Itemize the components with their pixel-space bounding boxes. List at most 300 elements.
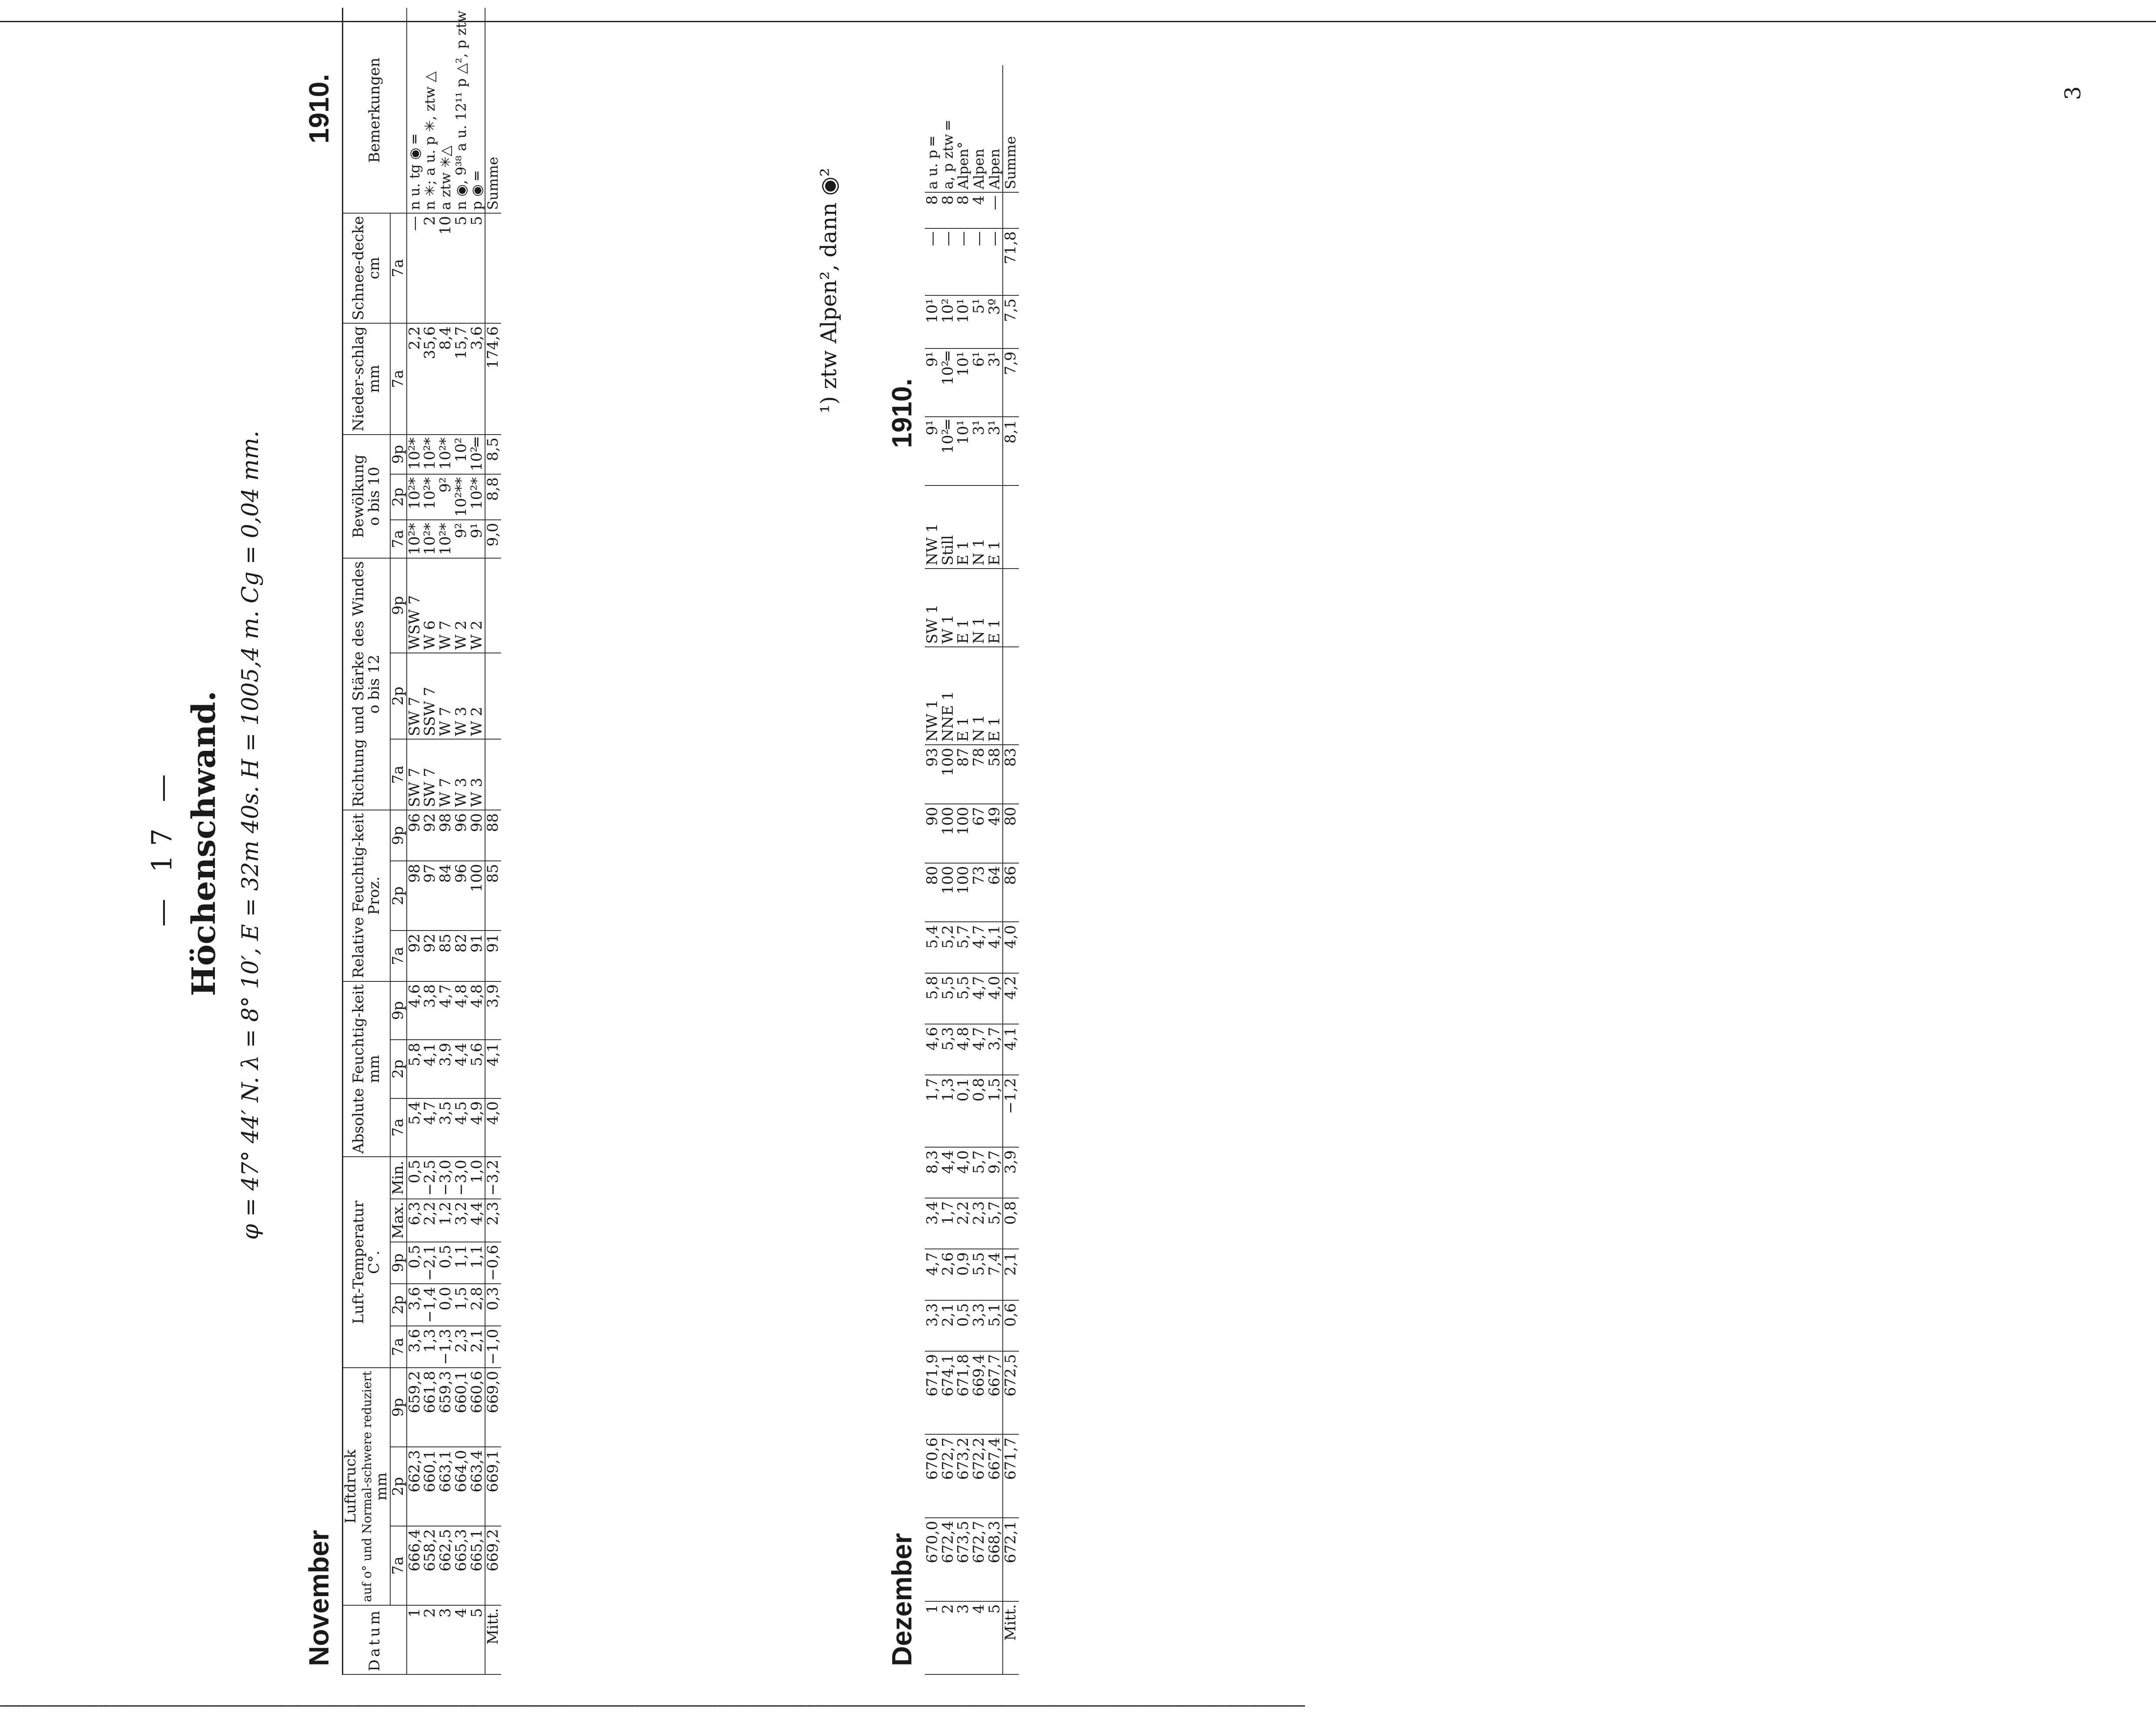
table-cell: 659,3 <box>438 1368 454 1447</box>
table-cell: 673,2 <box>956 1434 971 1518</box>
table-cell: 8 <box>941 192 956 228</box>
table-cell: 1,1 <box>469 1242 485 1284</box>
col-schneedecke: Schnee-decke cm <box>343 213 391 324</box>
col-datum: Datum <box>343 1605 407 1674</box>
table-cell: 664,0 <box>454 1447 469 1526</box>
sub-7a: 7a <box>390 323 407 435</box>
table-cell: 670,6 <box>925 1434 941 1518</box>
table-cell: 0,5 <box>407 1242 423 1284</box>
table-cell: 4 <box>454 1605 469 1674</box>
table-cell: 5,7 <box>971 1147 987 1198</box>
table-cell: 2 <box>422 1605 438 1674</box>
table-cell: 10² <box>941 295 956 348</box>
mean-cell <box>1003 485 1019 569</box>
table-cell: 660,1 <box>422 1447 438 1526</box>
table-cell: 98 <box>438 810 454 861</box>
table-cell: 666,4 <box>407 1526 423 1605</box>
mean-cell: 7,5 <box>1003 295 1019 348</box>
table-cell: 10²═ <box>469 435 485 474</box>
table-cell: 4 <box>971 192 987 228</box>
table-cell: 1,0 <box>469 1157 485 1199</box>
table-row <box>925 65 941 1674</box>
table-row <box>956 65 971 1674</box>
table-cell: E 1 <box>956 569 971 647</box>
table-cell: 4,4 <box>454 1040 469 1098</box>
table-cell: 8,3 <box>925 1147 941 1198</box>
table-cell: 5,5 <box>941 973 956 1024</box>
table-cell: n ◉, 9³⁸ a u. 12¹¹ p △², p ztw <box>454 8 469 213</box>
table-cell: 10²* <box>407 520 423 558</box>
mean-cell <box>485 739 501 810</box>
mean-cell: 8,1 <box>1003 417 1019 485</box>
table-cell: 4,7 <box>971 973 987 1024</box>
table-cell: N 1 <box>971 569 987 647</box>
table-cell: E 1 <box>956 485 971 569</box>
table-cell: SW 7 <box>422 739 438 810</box>
table-cell: −1,3 <box>438 1326 454 1368</box>
sub-2p: 2p <box>390 1447 407 1526</box>
mean-cell: 669,0 <box>485 1368 501 1447</box>
november-rows <box>407 8 501 1674</box>
dezember-rows <box>925 65 1019 1674</box>
table-cell: 100 <box>941 804 956 863</box>
table-cell: 5 <box>454 213 469 324</box>
table-cell: 5,6 <box>469 1040 485 1098</box>
table-cell: 5 <box>469 1605 485 1674</box>
table-cell: 96 <box>407 810 423 861</box>
table-cell: 9¹ <box>925 417 941 485</box>
table-cell: 1,7 <box>941 1198 956 1249</box>
table-cell: 660,6 <box>469 1368 485 1447</box>
sub-9p: 9p <box>390 558 407 653</box>
table-cell: 15,7 <box>454 323 469 435</box>
table-cell: 64 <box>987 863 1003 922</box>
table-cell: 5¹ <box>971 295 987 348</box>
table-cell: SW 7 <box>407 739 423 810</box>
table-cell: 10²* <box>422 435 438 474</box>
table-cell: 665,3 <box>454 1526 469 1605</box>
table-cell: 1,1 <box>454 1242 469 1284</box>
table-cell: 1,3 <box>422 1326 438 1368</box>
table-cell: 73 <box>971 863 987 922</box>
table-cell: 3º <box>987 295 1003 348</box>
table-cell: 6¹ <box>971 348 987 417</box>
table-cell: 4,9 <box>469 1098 485 1157</box>
table-cell: 98 <box>407 861 423 931</box>
table-cell: 3,8 <box>422 981 438 1040</box>
table-cell: 91 <box>469 931 485 981</box>
table-cell: 96 <box>454 861 469 931</box>
table-cell: −2,5 <box>422 1157 438 1199</box>
mean-cell: 4,2 <box>1003 973 1019 1024</box>
mean-cell: 3,9 <box>1003 1147 1019 1198</box>
table-cell: 10¹ <box>956 417 971 485</box>
table-cell: −1,4 <box>422 1284 438 1326</box>
table-cell: NW 1 <box>925 485 941 569</box>
table-cell: W 2 <box>454 558 469 653</box>
sub-max: Max. <box>390 1199 407 1242</box>
folio-number: 3 <box>2060 86 2086 100</box>
table-row <box>469 8 485 1674</box>
mean-cell: 671,7 <box>1003 1434 1019 1518</box>
table-cell: 10²* <box>407 435 423 474</box>
table-cell: 5,8 <box>925 973 941 1024</box>
table-cell: −3,0 <box>454 1157 469 1199</box>
mean-cell: 174,6 <box>485 323 501 435</box>
table-cell: 10² <box>454 435 469 474</box>
table-cell: E 1 <box>987 647 1003 745</box>
table-cell: 82 <box>454 931 469 981</box>
table-cell: — <box>941 228 956 295</box>
table-cell: 5 <box>469 213 485 324</box>
table-cell: SSW 7 <box>422 653 438 740</box>
table-cell: W 6 <box>422 558 438 653</box>
table-cell: 658,2 <box>422 1526 438 1605</box>
mean-row <box>1003 65 1019 1674</box>
table-cell: W 3 <box>454 653 469 740</box>
table-cell: 4,1 <box>422 1040 438 1098</box>
station-title: Höchenschwand. <box>185 690 223 996</box>
year-dezember: 1910. <box>886 378 917 448</box>
mean-cell: −0,6 <box>485 1242 501 1284</box>
table-cell: 4,7 <box>971 922 987 973</box>
month-dezember: Dezember <box>886 1533 917 1666</box>
table-cell: 1 <box>925 1601 941 1674</box>
table-cell: 2,1 <box>941 1300 956 1351</box>
table-cell: 93 <box>925 745 941 804</box>
table-cell: a, p ztw ═ <box>941 65 956 192</box>
table-cell: 67 <box>971 804 987 863</box>
mean-cell: 2,1 <box>1003 1249 1019 1300</box>
table-cell: 5,5 <box>971 1249 987 1300</box>
table-cell: 3¹ <box>971 417 987 485</box>
table-cell: 2,2 <box>422 1199 438 1242</box>
table-cell: 10²═ <box>941 348 956 417</box>
table-cell: 663,4 <box>469 1447 485 1526</box>
mean-cell: 2,3 <box>485 1199 501 1242</box>
table-cell: 4,5 <box>454 1098 469 1157</box>
sub-2p: 2p <box>390 653 407 740</box>
table-cell: −2,1 <box>422 1242 438 1284</box>
table-cell: 85 <box>438 931 454 981</box>
table-cell: 5,4 <box>407 1098 423 1157</box>
table-cell: 660,1 <box>454 1368 469 1447</box>
table-cell: n ✳; a u. p ✳, ztw △ <box>422 8 438 213</box>
table-cell: 2,6 <box>941 1249 956 1300</box>
table-cell: — <box>987 228 1003 295</box>
table-cell: 92 <box>422 931 438 981</box>
table-cell: 10 <box>438 213 454 324</box>
sub-7a: 7a <box>390 1326 407 1368</box>
table-cell: E 1 <box>987 569 1003 647</box>
sub-7a: 7a <box>390 520 407 558</box>
table-cell: 10¹ <box>956 295 971 348</box>
table-cell: Alpen <box>971 65 987 192</box>
sub-7a: 7a <box>390 213 407 324</box>
table-cell: 667,7 <box>987 1351 1003 1435</box>
sub-7a: 7a <box>390 739 407 810</box>
table-cell: 9¹ <box>469 520 485 558</box>
mean-cell: 669,1 <box>485 1447 501 1526</box>
table-cell: 3,7 <box>987 1024 1003 1075</box>
table-cell: 100 <box>941 745 956 804</box>
table-cell: 97 <box>422 861 438 931</box>
mean-cell: 91 <box>485 931 501 981</box>
mean-cell: −1,0 <box>485 1326 501 1368</box>
table-cell: 90 <box>925 804 941 863</box>
mean-cell: Summe <box>1003 65 1019 192</box>
table-cell: 58 <box>987 745 1003 804</box>
table-cell: 5,5 <box>956 973 971 1024</box>
table-cell: Alpen° <box>956 65 971 192</box>
mean-cell: 0,3 <box>485 1284 501 1326</box>
mean-cell: 83 <box>1003 745 1019 804</box>
table-cell: 5,1 <box>987 1300 1003 1351</box>
table-cell: 672,2 <box>971 1434 987 1518</box>
table-cell: 100 <box>941 863 956 922</box>
mean-cell: 8,8 <box>485 474 501 520</box>
mean-cell: 0,6 <box>1003 1300 1019 1351</box>
table-cell: 0,0 <box>438 1284 454 1326</box>
table-cell: 100 <box>469 861 485 931</box>
mean-cell: 88 <box>485 810 501 861</box>
table-cell: 1,5 <box>454 1284 469 1326</box>
table-cell: 4 <box>971 1601 987 1674</box>
mean-cell: 672,5 <box>1003 1351 1019 1435</box>
table-cell: 4,8 <box>469 981 485 1040</box>
table-cell: 3,6 <box>469 323 485 435</box>
table-cell: 4,0 <box>987 973 1003 1024</box>
table-cell: N 1 <box>971 485 987 569</box>
table-cell: — <box>987 192 1003 228</box>
table-cell: 2 <box>941 1601 956 1674</box>
table-cell: 100 <box>956 863 971 922</box>
table-row <box>438 8 454 1674</box>
mean-cell: Mitt. <box>1003 1601 1019 1674</box>
table-cell: W 7 <box>438 739 454 810</box>
mean-cell: −3,2 <box>485 1157 501 1199</box>
table-cell: 8 <box>956 192 971 228</box>
table-cell: 3,6 <box>407 1284 423 1326</box>
mean-cell <box>1003 569 1019 647</box>
table-cell: 10²* <box>407 474 423 520</box>
table-cell: 10²* <box>438 520 454 558</box>
col-rel-feuchte: Relative Feuchtig-keit Proz. <box>343 810 391 981</box>
table-cell: 2,3 <box>454 1326 469 1368</box>
table-cell: 672,4 <box>941 1518 956 1601</box>
table-cell: 5 <box>987 1601 1003 1674</box>
col-abs-feuchte: Absolute Feuchtig-keit mm <box>343 981 391 1157</box>
station-coordinates: φ = 47° 44′ N. λ = 8° 10′, E = 32m 40s. H = 1005,4 m. Cg = 0,04 mm. <box>238 430 264 1240</box>
table-cell: 670,0 <box>925 1518 941 1601</box>
table-cell: 8,4 <box>438 323 454 435</box>
table-cell: — <box>956 228 971 295</box>
table-cell: 96 <box>454 810 469 861</box>
table-cell: 0,5 <box>438 1242 454 1284</box>
col-bewoelkung: Bewölkung o bis 10 <box>343 435 391 558</box>
table-cell: 4,1 <box>987 922 1003 973</box>
table-cell: 92 <box>422 810 438 861</box>
sub-2p: 2p <box>390 861 407 931</box>
mean-cell: 71,8 <box>1003 228 1019 295</box>
table-cell: 3 <box>956 1601 971 1674</box>
table-cell: 92 <box>407 931 423 981</box>
sub-7a: 7a <box>390 1526 407 1605</box>
table-cell: 3¹ <box>987 348 1003 417</box>
table-cell: 4,7 <box>925 1249 941 1300</box>
col-temperatur: Luft-Temperatur C°. <box>343 1157 391 1368</box>
table-cell: 10²* <box>469 474 485 520</box>
mean-cell <box>485 213 501 324</box>
table-cell: 9² <box>454 520 469 558</box>
table-cell: 1,7 <box>925 1075 941 1147</box>
table-cell: E 1 <box>987 485 1003 569</box>
table-cell: a ztw ✳△ <box>438 8 454 213</box>
table-row <box>422 8 438 1674</box>
table-cell: 10²* <box>422 474 438 520</box>
page-number: — 17 — <box>146 765 178 927</box>
table-cell: Still <box>941 485 956 569</box>
table-cell: W 2 <box>469 653 485 740</box>
table-cell: 5,2 <box>941 922 956 973</box>
table-cell: 4,6 <box>925 1024 941 1075</box>
table-cell: 6,3 <box>407 1199 423 1242</box>
mean-cell: 9,0 <box>485 520 501 558</box>
table-cell: W 3 <box>469 739 485 810</box>
table-cell: W 7 <box>438 558 454 653</box>
table-cell: 9¹ <box>925 348 941 417</box>
sub-9p: 9p <box>390 435 407 474</box>
table-cell: 10²** <box>454 474 469 520</box>
table-row <box>987 65 1003 1674</box>
table-cell: 3,3 <box>925 1300 941 1351</box>
table-cell: 1,2 <box>438 1199 454 1242</box>
table-cell: 4,6 <box>407 981 423 1040</box>
table-cell: 3,6 <box>407 1326 423 1368</box>
table-cell: 661,8 <box>422 1368 438 1447</box>
table-cell: 1,3 <box>941 1075 956 1147</box>
table-cell: 662,5 <box>438 1526 454 1605</box>
table-cell: 4,0 <box>956 1147 971 1198</box>
month-november: November <box>303 1530 335 1666</box>
table-cell: 2,3 <box>971 1198 987 1249</box>
table-row <box>407 8 423 1674</box>
table-cell: 8 <box>925 192 941 228</box>
table-cell: NW 1 <box>925 647 941 745</box>
table-cell: 671,9 <box>925 1351 941 1435</box>
rotated-page <box>137 10 2121 1675</box>
table-cell: 671,8 <box>956 1351 971 1435</box>
table-cell: 9,7 <box>987 1147 1003 1198</box>
table-cell: 10¹ <box>925 295 941 348</box>
table-cell: 2,1 <box>469 1326 485 1368</box>
table-cell: 2,2 <box>956 1198 971 1249</box>
table-cell: 90 <box>469 810 485 861</box>
table-cell: 78 <box>971 745 987 804</box>
mean-cell: −1,2 <box>1003 1075 1019 1147</box>
table-cell: 0,5 <box>956 1300 971 1351</box>
mean-cell: 85 <box>485 861 501 931</box>
table-cell: 9² <box>438 474 454 520</box>
mean-cell: 86 <box>1003 863 1019 922</box>
table-cell: 674,1 <box>941 1351 956 1435</box>
mean-cell: 7,9 <box>1003 348 1019 417</box>
mean-cell: 669,2 <box>485 1526 501 1605</box>
table-cell: 3,2 <box>454 1199 469 1242</box>
col-wind: Richtung und Stärke des Windes o bis 12 <box>343 558 391 810</box>
mean-cell: 4,1 <box>1003 1024 1019 1075</box>
table-cell: 1 <box>407 1605 423 1674</box>
table-cell: 3¹ <box>987 417 1003 485</box>
sub-7a: 7a <box>390 931 407 981</box>
table-cell: 5,8 <box>407 1040 423 1098</box>
table-cell: 5,4 <box>925 922 941 973</box>
table-cell: 7,4 <box>987 1249 1003 1300</box>
table-cell: 668,3 <box>987 1518 1003 1601</box>
table-cell: 667,4 <box>987 1434 1003 1518</box>
table-cell: 35,6 <box>422 323 438 435</box>
table-cell: N 1 <box>971 647 987 745</box>
mean-cell <box>485 653 501 740</box>
table-cell: 4,4 <box>941 1147 956 1198</box>
mean-cell: 672,1 <box>1003 1518 1019 1601</box>
table-cell: 5,7 <box>987 1198 1003 1249</box>
mean-cell: 80 <box>1003 804 1019 863</box>
dezember-table <box>925 65 1019 1675</box>
table-row <box>941 65 956 1674</box>
table-cell: W 2 <box>469 558 485 653</box>
table-cell: 4,8 <box>454 981 469 1040</box>
table-cell: a u. p ═ <box>925 65 941 192</box>
table-cell: −3,0 <box>438 1157 454 1199</box>
table-cell: 672,7 <box>971 1518 987 1601</box>
col-luftdruck: Luftdruck auf o° und Normal-schwere reduziert mm <box>343 1368 391 1605</box>
sub-9p: 9p <box>390 810 407 861</box>
table-cell: 100 <box>956 804 971 863</box>
table-cell: — <box>407 213 423 324</box>
table-cell: 10¹ <box>956 348 971 417</box>
top-rule <box>0 21 2156 22</box>
mean-cell <box>1003 192 1019 228</box>
mean-cell: 4,0 <box>1003 922 1019 973</box>
table-cell: W 1 <box>941 569 956 647</box>
mean-cell <box>1003 647 1019 745</box>
mean-cell: 4,0 <box>485 1098 501 1157</box>
table-cell: W 3 <box>454 739 469 810</box>
table-cell: 10²* <box>438 435 454 474</box>
table-cell: NNE 1 <box>941 647 956 745</box>
table-cell: p ◉ ═ <box>469 8 485 213</box>
table-cell: 2,8 <box>469 1284 485 1326</box>
col-niederschlag: Nieder-schlag mm <box>343 323 391 435</box>
table-cell: 5,3 <box>941 1024 956 1075</box>
sub-7a: 7a <box>390 1098 407 1157</box>
mean-cell: Summe <box>485 8 501 213</box>
mean-cell: 4,1 <box>485 1040 501 1098</box>
table-cell: 663,1 <box>438 1447 454 1526</box>
table-cell: 4,7 <box>438 981 454 1040</box>
table-cell: SW 7 <box>407 653 423 740</box>
sub-2p: 2p <box>390 1284 407 1326</box>
table-cell: 4,4 <box>469 1199 485 1242</box>
table-cell: n u. tg ◉ ═ <box>407 8 423 213</box>
table-cell: 672,7 <box>941 1434 956 1518</box>
table-cell: 80 <box>925 863 941 922</box>
footnote: ¹) ztw Alpen², dann ◉² <box>816 167 841 413</box>
table-cell: 3 <box>438 1605 454 1674</box>
sub-9p: 9p <box>390 1242 407 1284</box>
table-cell: 2,2 <box>407 323 423 435</box>
